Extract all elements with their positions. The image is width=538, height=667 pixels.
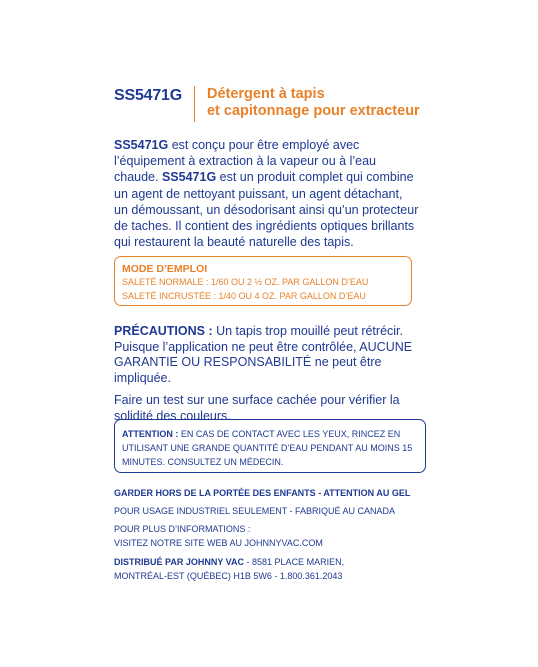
precautions-text: Un tapis trop mouillé peut rétrécir. Puisque l’application ne peut être contrôlée, AUCUNE GARANTIE OU RESPONSABILITÉ ne peut être impliquée. bbox=[114, 324, 413, 385]
header-divider bbox=[194, 86, 195, 122]
product-title bbox=[207, 86, 420, 120]
mode-emploi-normal: SALETÉ NORMALE : 1/60 OU 2 ½ OZ. PAR GALLON D’EAU bbox=[122, 277, 369, 287]
distributor-text: - 8581 PLACE MARIEN, bbox=[244, 557, 345, 567]
mode-emploi-incrustee: SALETÉ INCRUSTÉE : 1/40 OU 4 OZ. PAR GALLON D’EAU bbox=[122, 290, 366, 301]
intro-text-2: est un produit complet qui combine un agent de nettoyant puissant, un agent détachant, un démoussant, un désodorisant ainsi qu’un protecteur de taches. Il contient des ingrédients optiques brillants qui restaurent la beauté naturelle des tapis. bbox=[114, 170, 419, 250]
mode-emploi-box bbox=[114, 256, 412, 306]
attention-label: ATTENTION : bbox=[122, 429, 179, 439]
precautions-label: PRÉCAUTIONS : bbox=[114, 324, 213, 338]
website-line: VISITEZ NOTRE SITE WEB AU JOHNNYVAC.COM bbox=[114, 538, 323, 548]
distributor-line bbox=[114, 555, 344, 569]
product-description bbox=[114, 137, 419, 250]
precautions-paragraph bbox=[114, 324, 422, 386]
precautions-test: Faire un test sur une surface cachée pour vérifier la solidité des couleurs. bbox=[114, 393, 400, 423]
children-warning: GARDER HORS DE LA PORTÉE DES ENFANTS - ATTENTION AU GEL bbox=[114, 488, 411, 498]
attention-text: EN CAS DE CONTACT AVEC LES YEUX, RINCEZ EN UTILISANT UNE GRANDE QUANTITÉ D’EAU PENDANT AU MOINS 15 MINUTES. CONSULTEZ UN MÉDECIN. bbox=[122, 429, 413, 467]
intro-code-1: SS5471G bbox=[114, 138, 169, 152]
product-title-line2: et capitonnage pour extracteur bbox=[206, 103, 420, 119]
product-code: SS5471G bbox=[114, 87, 182, 104]
intro-code-2: SS5471G bbox=[161, 170, 217, 185]
product-header bbox=[114, 86, 420, 122]
industrial-usage: POUR USAGE INDUSTRIEL SEULEMENT - FABRIQUÉ AU CANADA bbox=[114, 506, 396, 516]
distributor-label: DISTRIBUÉ PAR JOHNNY VAC bbox=[114, 557, 245, 567]
product-title-line1: Détergent à tapis bbox=[206, 86, 325, 102]
attention-box bbox=[114, 419, 426, 473]
address-line: MONTRÉAL-EST (QUÉBEC) H1B 5W6 - 1.800.361.2043 bbox=[114, 571, 343, 581]
mode-emploi-title: MODE D’EMPLOI bbox=[122, 263, 208, 275]
precautions-section bbox=[114, 324, 422, 424]
info-line: POUR PLUS D’INFORMATIONS : bbox=[114, 524, 251, 534]
intro-text-1: est conçu pour être employé avec l’équipement à extraction à la vapeur ou à l’eau chaude. bbox=[114, 138, 376, 185]
